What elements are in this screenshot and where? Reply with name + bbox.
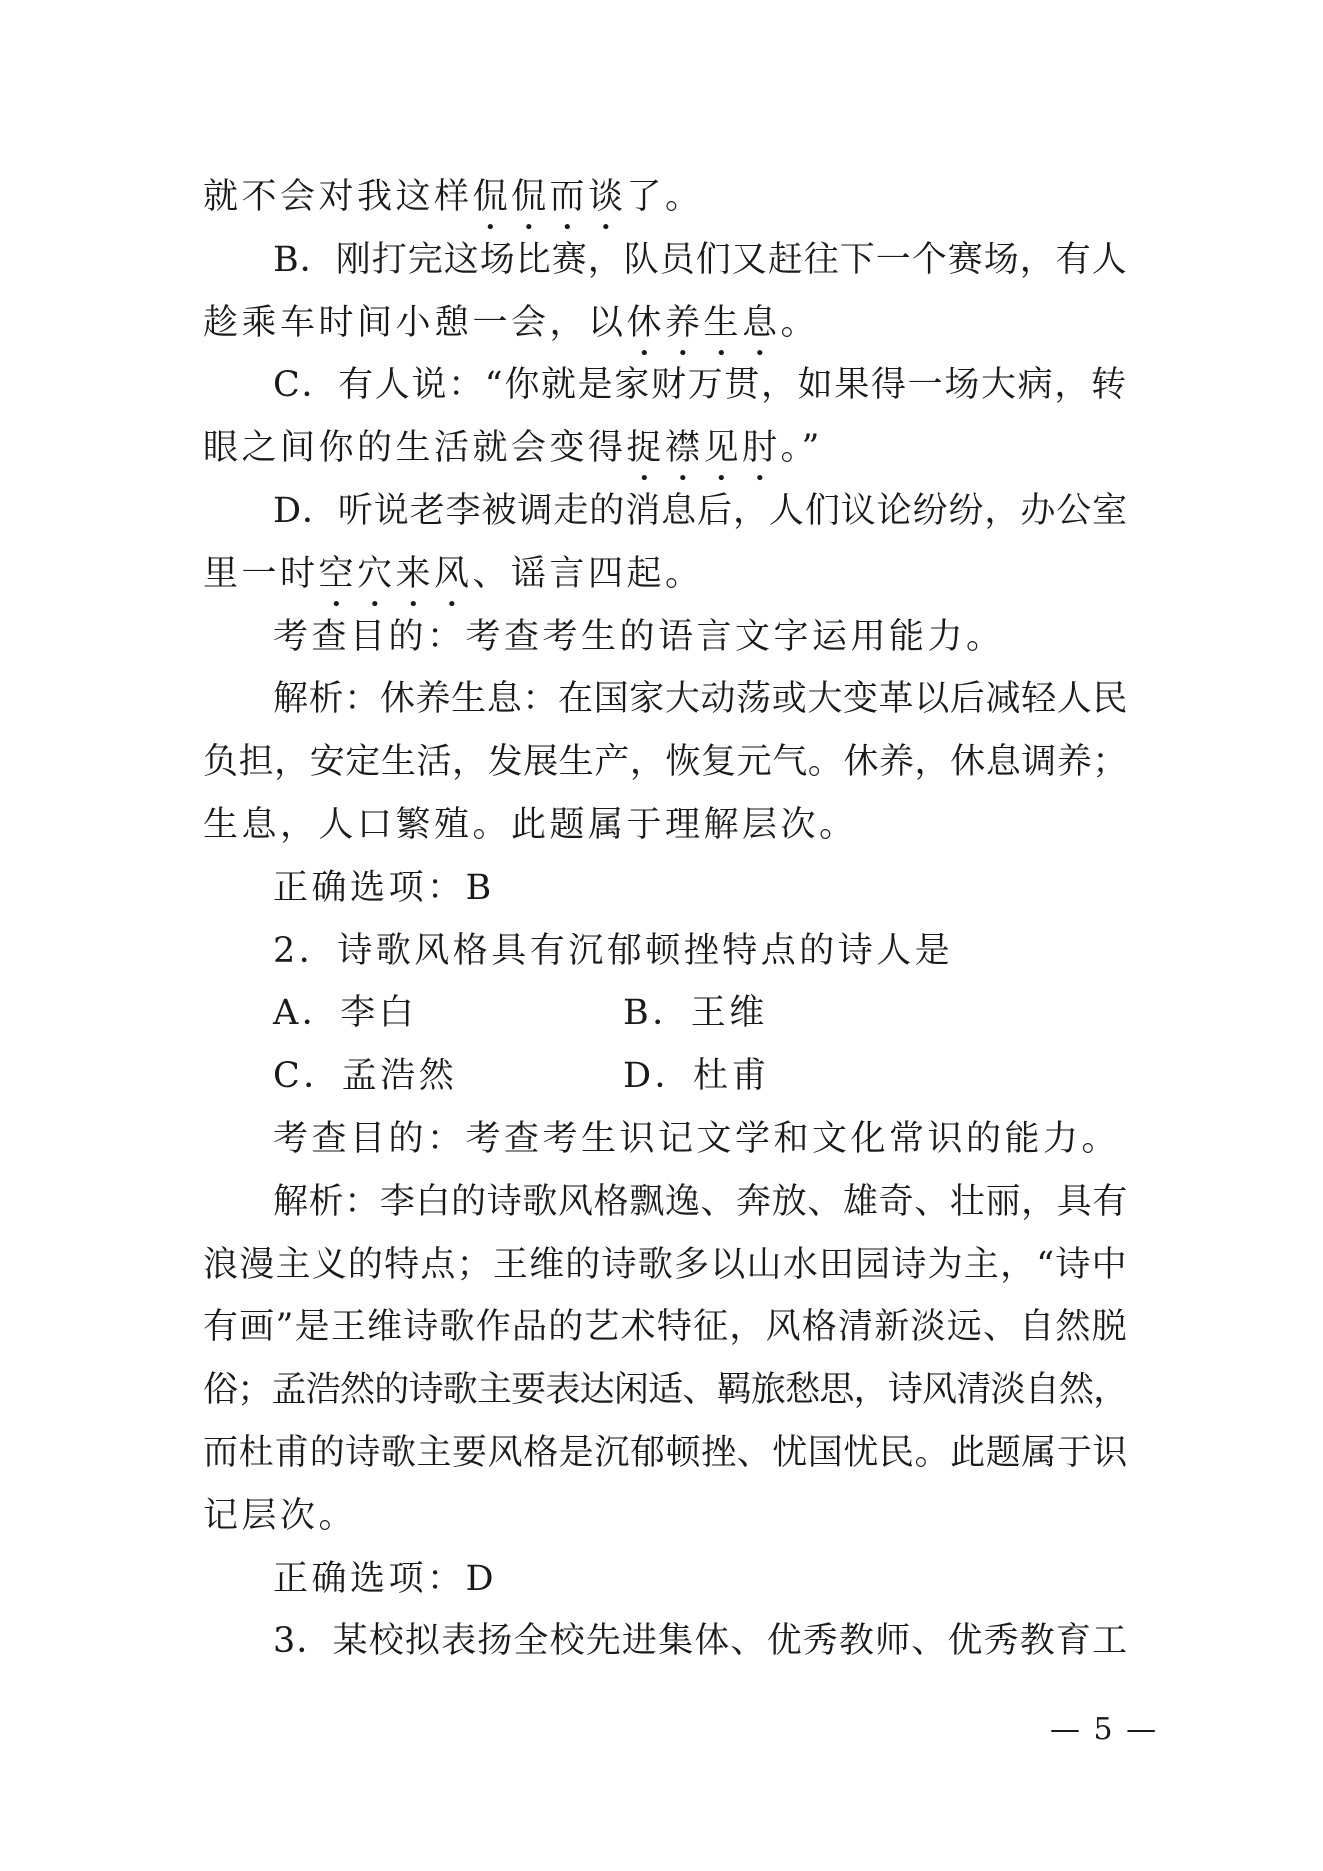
emphasized-idiom: 休养生息 — [626, 302, 781, 343]
q2-aim: 考查目的：考查考生识记文学和文化常识的能力。 — [273, 1118, 1121, 1159]
option-c-line2: 眼之间你的生活就会变得捉襟见肘。” — [203, 428, 823, 469]
page-number: — 5 — — [1050, 1712, 1159, 1747]
q2-analysis-line3: 有画”是王维诗歌作品的艺术特征，风格清新淡远、自然脱 — [203, 1307, 1128, 1348]
q2-option-d: D．杜甫 — [623, 1056, 771, 1097]
q2-analysis-line4: 俗；孟浩然的诗歌主要表达闲适、羁旅愁思，诗风清淡自然， — [203, 1370, 1128, 1411]
document-body — [203, 166, 1128, 1673]
q2-options-row1 — [203, 982, 1128, 1045]
q1-analysis-line3: 生息，人口繁殖。此题属于理解层次。 — [203, 804, 858, 845]
emphasized-idiom: 侃侃而谈 — [472, 177, 627, 217]
q2-analysis-line1: 解析：李白的诗歌风格飘逸、奔放、雄奇、壮丽，具有 — [273, 1181, 1129, 1222]
q1-analysis-line2: 负担，安定生活，发展生产，恢复元气。休养，休息调养； — [203, 742, 1129, 783]
q2-option-c: C．孟浩然 — [273, 1056, 458, 1097]
q2-answer: 正确选项：D — [273, 1558, 498, 1599]
option-b-line1: B．刚打完这场比赛，队员们又赶往下一个赛场，有人 — [273, 239, 1128, 280]
option-d-line1: D．听说老李被调走的消息后，人们议论纷纷，办公室 — [273, 490, 1129, 531]
q2-option-a: A．李白 — [273, 993, 418, 1034]
q3-question: 3．某校拟表扬全校先进集体、优秀教师、优秀教育工 — [273, 1621, 1129, 1662]
option-c-line1: C．有人说：“你就是家财万贯，如果得一场大病，转 — [273, 365, 1128, 406]
emphasized-idiom: 空穴来风 — [318, 553, 473, 594]
q1-analysis-line1: 解析：休养生息：在国家大动荡或大变革以后减轻人民 — [273, 679, 1129, 720]
q2-analysis-line6: 记层次。 — [203, 1495, 358, 1536]
q2-options-row2 — [203, 1045, 1128, 1108]
q2-analysis-line2: 浪漫主义的特点；王维的诗歌多以山水田园诗为主，“诗中 — [203, 1244, 1128, 1285]
q2-question: 2．诗歌风格具有沉郁顿挫特点的诗人是 — [273, 930, 954, 971]
q1-aim: 考查目的：考查考生的语言文字运用能力。 — [273, 616, 1005, 657]
q2-analysis-line5: 而杜甫的诗歌主要风格是沉郁顿挫、忧国忧民。此题属于识 — [203, 1432, 1129, 1473]
option-d-line2: 里一时空穴来风、谣言四起。 — [203, 553, 704, 594]
q2-option-b: B．王维 — [623, 993, 768, 1034]
q1-answer: 正确选项：B — [273, 867, 495, 908]
emphasized-idiom: 捉襟见肘 — [626, 428, 781, 469]
text-line: 就不会对我这样侃侃而谈了。 — [203, 177, 704, 217]
option-b-line2: 趁乘车时间小憩一会，以休养生息。 — [203, 302, 820, 343]
